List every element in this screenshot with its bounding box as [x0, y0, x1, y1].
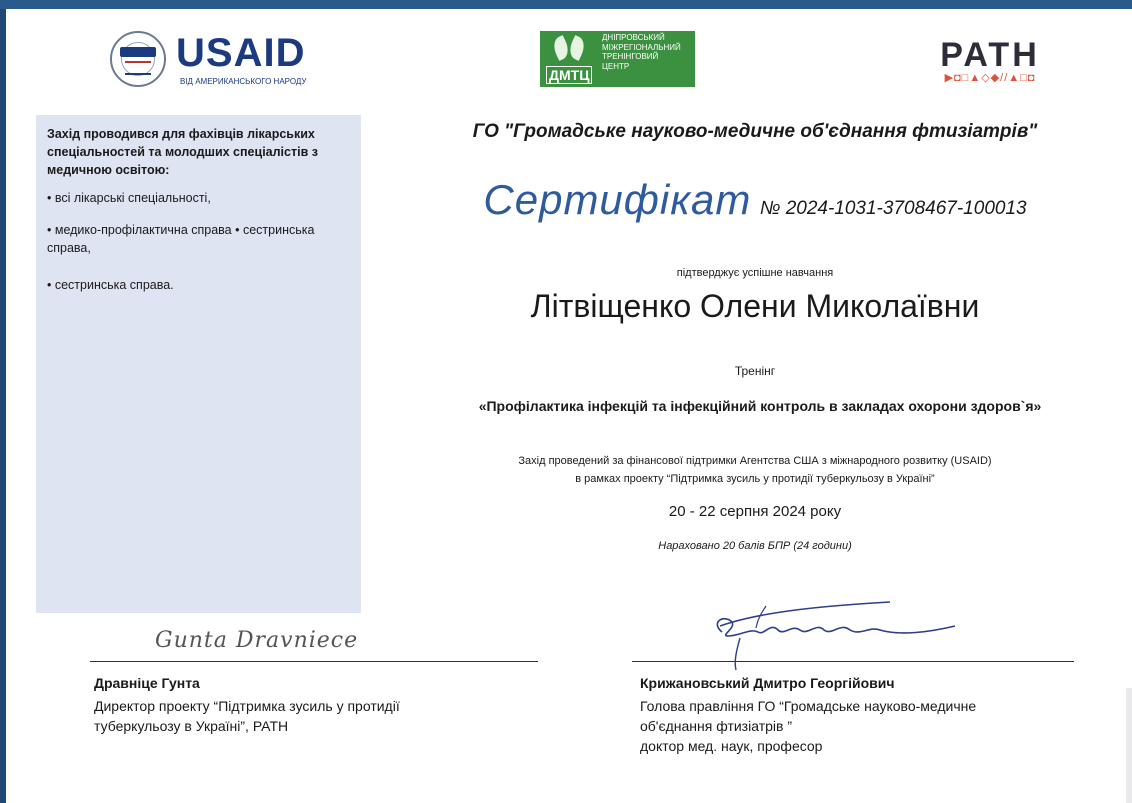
signer-name-right: Крижановський Дмитро Георгійович [640, 675, 895, 691]
signer-name-left: Дравніце Гунта [94, 675, 200, 691]
usaid-logo [110, 27, 325, 93]
handwritten-signature-right [700, 592, 970, 672]
leaf-icon [566, 35, 588, 61]
side-panel-edge [1126, 688, 1132, 803]
leaf-icon [550, 35, 572, 61]
signature-script-left: Gunta Dravniece [155, 628, 359, 653]
audience-heading: Захід проводився для фахівців лікарських спеціальностей та молодших спеціалістів з медичною освітою: [47, 127, 318, 177]
signer-role-left: Директор проекту “Підтримка зусиль у протидії туберкульозу в Україні”, PATH [94, 698, 400, 734]
dmtc-logo [540, 31, 695, 87]
path-logo [930, 38, 1050, 88]
dmtc-name: ДНІПРОВСЬКИЙ МІЖРЕГІОНАЛЬНИЙ ТРЕНІНГОВИЙ ЦЕНТР [602, 33, 681, 71]
audience-item: • сестринська справа. [47, 278, 174, 292]
signature-line-right [632, 661, 1074, 662]
cme-points: Нараховано 20 балів БПР (24 години) [658, 540, 852, 552]
training-dates: 20 - 22 серпня 2024 року [668, 503, 842, 520]
audience-item: • медико-профілактична справа • сестринська справа, [47, 223, 315, 255]
handshake-icon [125, 61, 151, 75]
path-pattern-icon: ▶◘□▲◇◆//▲□◘ [944, 72, 1036, 84]
confirm-text: підтверджує успішне навчання [676, 267, 834, 279]
certificate-number: № 2024-1031-3708467-100013 [759, 198, 1027, 219]
certificate-heading [380, 176, 1130, 224]
dmtc-abbr: ДМТЦ [546, 66, 592, 84]
usaid-seal-icon [110, 31, 166, 87]
usaid-wordmark: USAID [176, 31, 306, 75]
certificate-title: Сертифікат [483, 176, 752, 223]
path-wordmark: PATH [940, 36, 1040, 74]
signer-role-right: Голова правління ГО “Громадське науково-медичне об'єднання фтизіатрів ” доктор мед. наук, професор [640, 698, 977, 754]
training-name: «Профілактика інфекцій та інфекційний контроль в закладах охорони здоров`я» [478, 398, 1042, 414]
funding-note: Захід проведений за фінансової підтримки Агентства США з міжнародного розвитку (USAID) в рамках проекту “Підтримка зусиль у протидії туберкульозу в Україні” [518, 455, 992, 485]
audience-panel [36, 115, 361, 613]
organization-title: ГО "Громадське науково-медичне об'єднання фтизіатрів" [472, 121, 1038, 142]
recipient-name: Літвіщенко Олени Миколаївни [530, 288, 980, 324]
usaid-tagline: ВІД АМЕРИКАНСЬКОГО НАРОДУ [180, 77, 307, 86]
signature-line-left [90, 661, 538, 662]
audience-item: • всі лікарські спеціальності, [47, 191, 211, 205]
training-label: Тренінг [734, 364, 776, 378]
